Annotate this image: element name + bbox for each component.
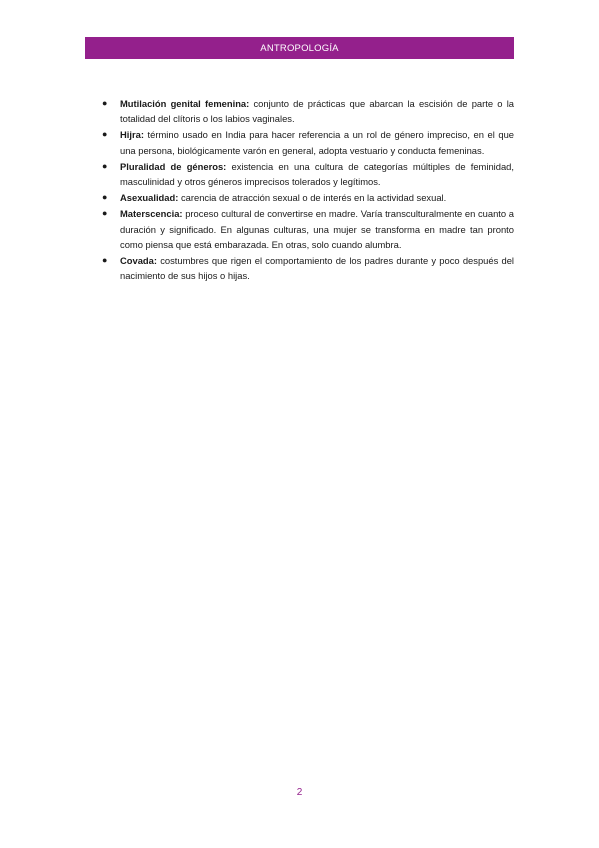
glossary-item [102,159,514,189]
term-name: Asexualidad: [120,192,179,204]
bullet-icon: ● [102,160,108,171]
glossary-item [102,127,514,157]
glossary-item [102,96,514,126]
bullet-icon: ● [102,192,108,203]
glossary-list [102,96,514,283]
page-number: 2 [296,787,303,798]
term-definition: proceso cultural de convertirse en madre. Varía transculturalmente en cuanto a duración y significado. En algunas culturas, una mujer se transforma en madre tan pronto como piensa que está embarazada. En otras, solo cuando alumbra. [120,208,514,250]
term-definition: conjunto de prácticas que abarcan la escisión de parte o la totalidad del clítoris o los labios vaginales. [120,98,514,125]
term-name: Covada: [120,255,157,267]
term-name: Pluralidad de géneros: [120,160,227,172]
term-definition: carencia de atracción sexual o de interés en la actividad sexual. [178,192,447,204]
term-name: Mutilación genital femenina: [120,98,250,109]
header-bar [85,37,514,59]
bullet-icon: ● [102,255,108,266]
glossary-item [102,206,514,252]
term-name: Hijra: [120,129,144,141]
header-title: ANTROPOLOGÍA [260,42,339,54]
bullet-icon: ● [102,129,108,140]
glossary-content [102,96,514,284]
glossary-item [102,190,514,205]
bullet-icon: ● [102,98,108,108]
glossary-item [102,253,514,283]
term-definition: existencia en una cultura de categorías múltiples de feminidad, masculinidad y otros géneros imprecisos tolerados y legítimos. [120,160,514,188]
term-name: Materscencia: [120,208,183,220]
term-definition: costumbres que rigen el comportamiento de los padres durante y poco después del nacimiento de sus hijos o hijas. [120,255,514,282]
bullet-icon: ● [102,208,108,219]
term-definition: término usado en India para hacer referencia a un rol de género impreciso, en el que una persona, biológicamente varón en general, adopta vestuario y conducta femeninas. [120,129,514,156]
